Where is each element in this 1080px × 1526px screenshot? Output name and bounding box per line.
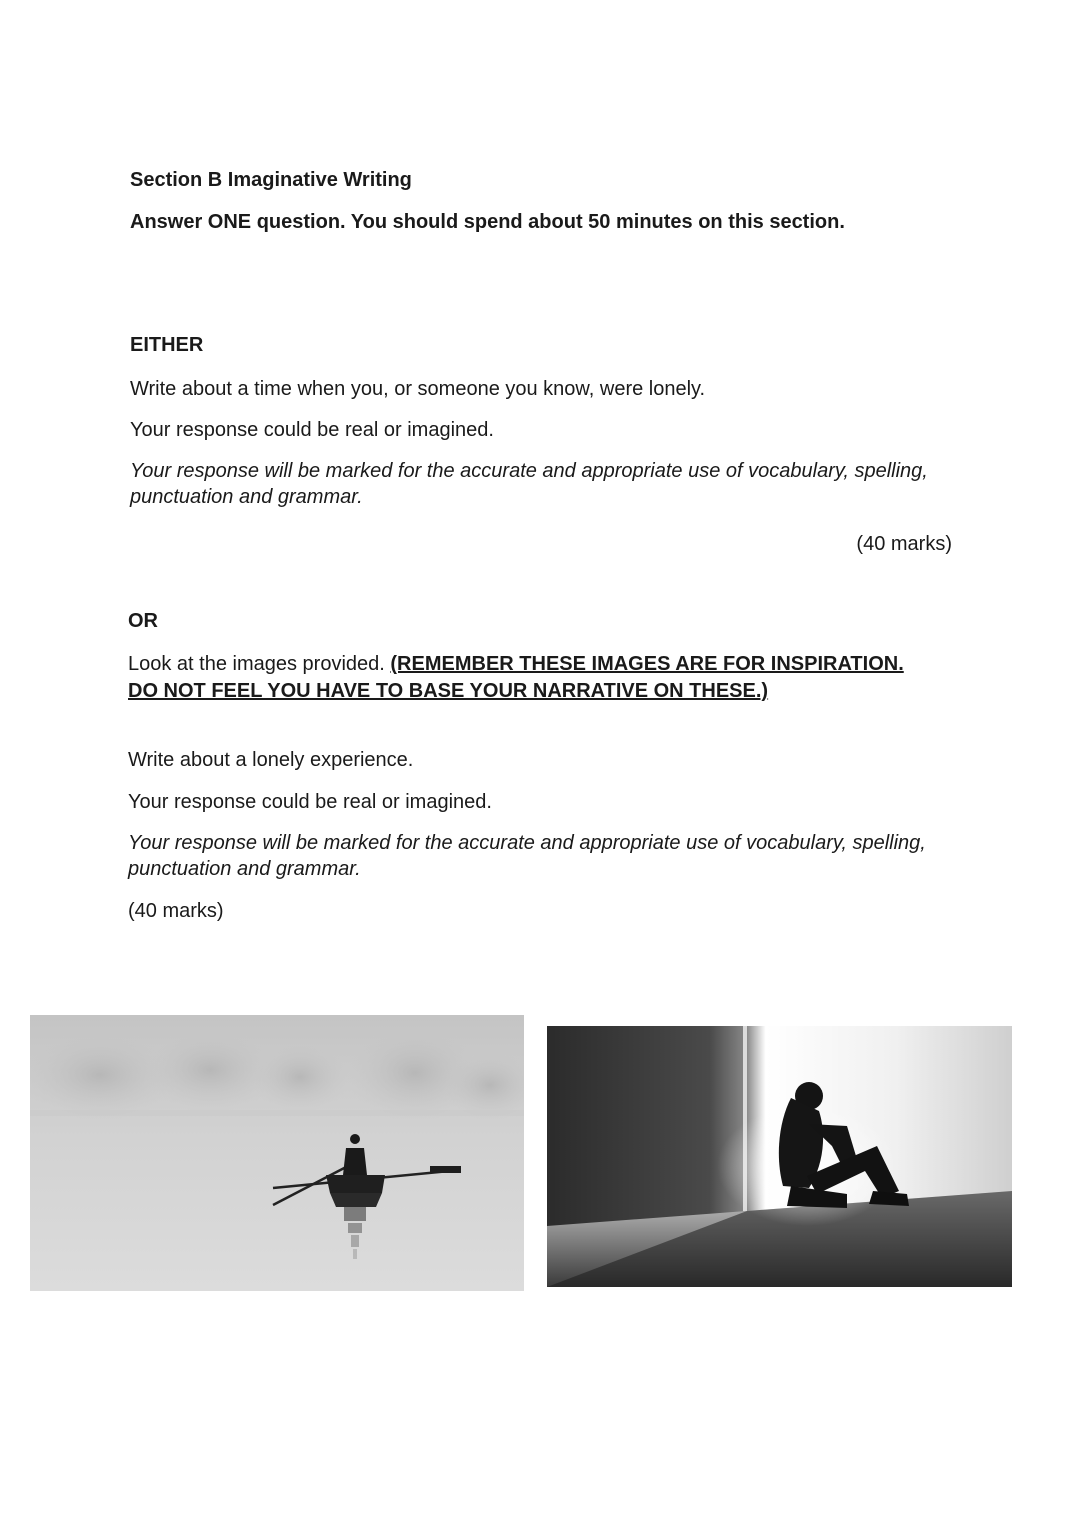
- question1-real-or-imagined: Your response could be real or imagined.: [130, 419, 494, 441]
- section-title: Section B Imaginative Writing: [130, 169, 412, 191]
- question2-look-intro: Look at the images provided.: [128, 653, 391, 675]
- question2-prompt: Write about a lonely experience.: [128, 749, 414, 771]
- or-label: OR: [128, 610, 158, 632]
- question2-real-or-imagined: Your response could be real or imagined.: [128, 791, 492, 813]
- either-label: EITHER: [130, 334, 204, 356]
- question1-prompt: Write about a time when you, or someone you know, were lonely.: [130, 378, 706, 400]
- photo-rower-in-fog: [30, 1015, 524, 1291]
- seated-person-illustration: [547, 1026, 1012, 1287]
- question1-marks: (40 marks): [856, 533, 952, 555]
- question2-inspiration-note: (REMEMBER THESE IMAGES ARE FOR INSPIRATION. DO NOT FEEL YOU HAVE TO BASE YOUR NARRATIVE ON THESE.): [128, 653, 904, 702]
- question2-marks: (40 marks): [128, 900, 224, 922]
- question2-marking-note: Your response will be marked for the accurate and appropriate use of vocabulary, spelling, punctuation and grammar.: [128, 832, 926, 880]
- photo-person-against-wall: [547, 1026, 1012, 1287]
- question1-marking-note: Your response will be marked for the accurate and appropriate use of vocabulary, spelling, punctuation and grammar.: [130, 460, 928, 508]
- question2-look-instruction: [128, 651, 908, 705]
- section-instruction: Answer ONE question. You should spend about 50 minutes on this section.: [130, 211, 845, 233]
- rower-illustration: [30, 1015, 524, 1291]
